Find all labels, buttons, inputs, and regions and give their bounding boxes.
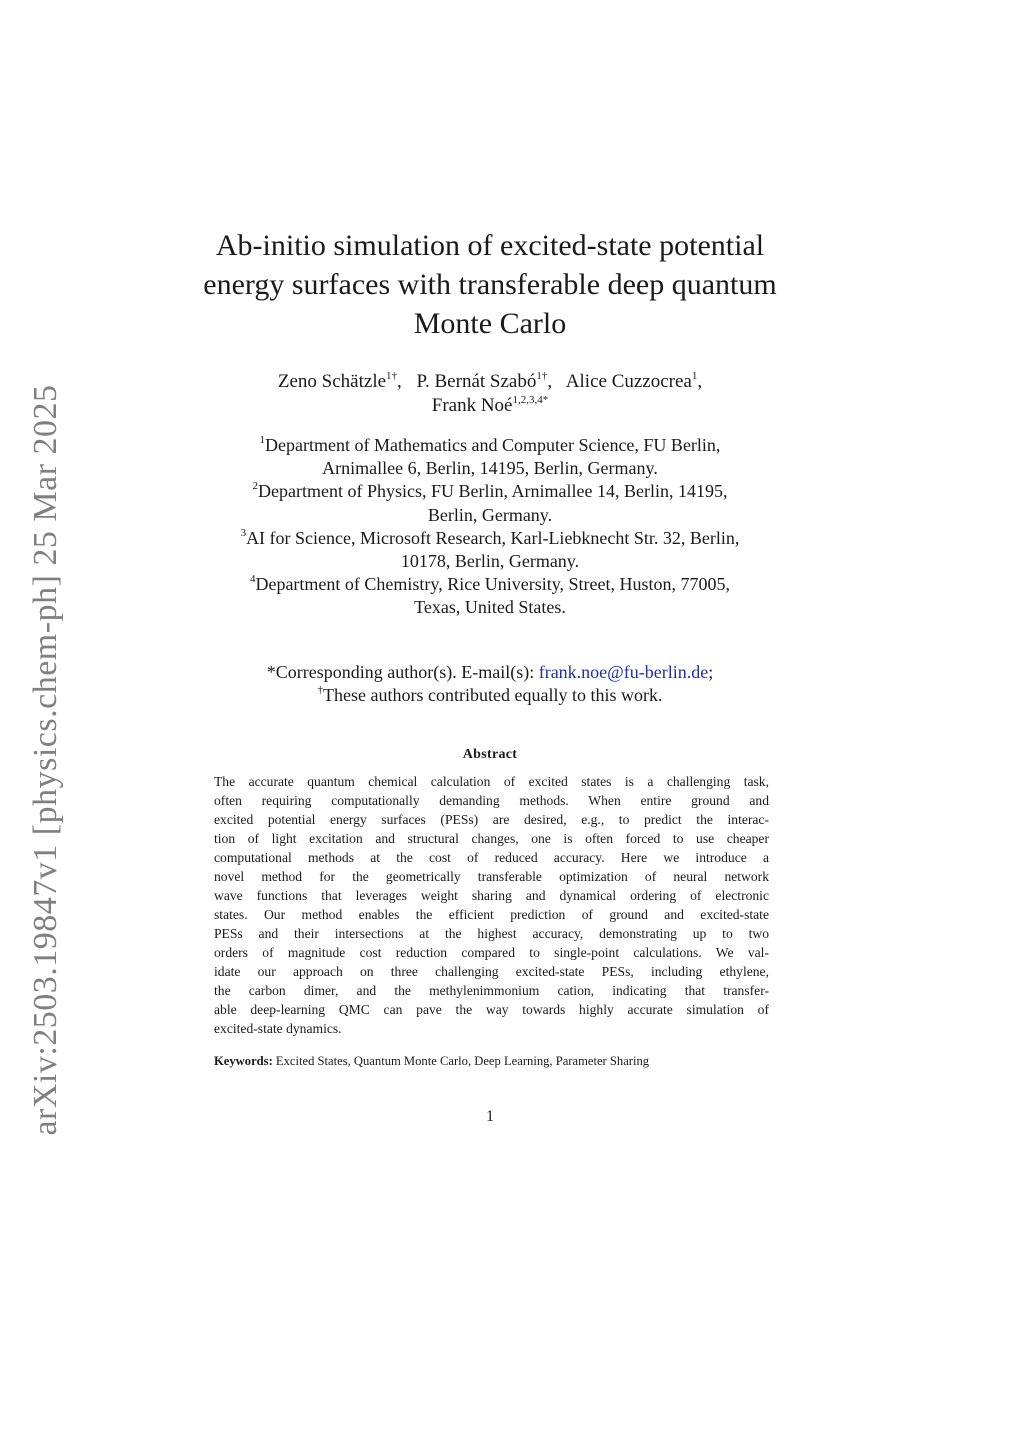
- author: [432, 395, 548, 416]
- affiliation-number: 2: [252, 480, 259, 493]
- author-name: Zeno Schätzle: [277, 371, 387, 392]
- affiliation-text: Texas, United States.: [414, 597, 566, 618]
- affiliation-list: [190, 434, 790, 620]
- abstract-line: excited potential energy surfaces (PESs) are desired, e.g., to predict the interac-: [214, 812, 769, 827]
- abstract-line: the carbon dimer, and the methylenimmonium cation, indicating that transfer-: [214, 983, 769, 998]
- affiliation: [190, 480, 790, 526]
- abstract-line: wave functions that leverages weight sharing and dynamical ordering of electronic: [214, 888, 769, 903]
- author-name: Frank Noé: [431, 395, 513, 416]
- author-name: Alice Cuzzocrea: [565, 371, 692, 392]
- author-affil-marks: 1: [691, 370, 698, 382]
- author-separator: ,: [697, 371, 703, 392]
- correspondence-prefix: *Corresponding author(s). E-mail(s):: [266, 662, 539, 682]
- author-affil-marks: 1†: [386, 370, 398, 382]
- author: [417, 371, 553, 392]
- affiliation-text: 10178, Berlin, Germany.: [400, 551, 580, 572]
- affiliation-text: Arnimallee 6, Berlin, 14195, Berlin, Germany.: [322, 458, 658, 479]
- author-separator: ,: [397, 371, 402, 392]
- abstract-line: idate our approach on three challenging excited-state PESs, including ethylene,: [214, 964, 769, 979]
- correspondence-suffix: ;: [708, 662, 714, 682]
- keywords-label: Keywords:: [214, 1054, 273, 1068]
- page-number: 1: [486, 1108, 494, 1125]
- affiliation-text: Berlin, Germany.: [427, 504, 553, 525]
- abstract-line: often requiring computationally demanding methods. When entire ground and: [214, 793, 769, 808]
- affiliation-number: 1: [259, 434, 266, 446]
- arxiv-identifier-stamp[interactable]: arXiv:2503.19847v1 [physics.chem-ph] 25 Mar 2025: [27, 384, 64, 1136]
- dagger-mark: †: [317, 684, 324, 696]
- equal-contribution-note: These authors contributed equally to this work.: [323, 685, 663, 705]
- correspondence-note: [190, 661, 790, 707]
- paper-title: [190, 226, 790, 343]
- affiliation-text: Department of Mathematics and Computer Science, FU Berlin,: [265, 435, 721, 455]
- abstract-line: PESs and their intersections at the highest accuracy, demonstrating up to two: [214, 926, 769, 941]
- keywords-text: Excited States, Quantum Monte Carlo, Deep Learning, Parameter Sharing: [275, 1054, 650, 1068]
- keywords: [214, 1052, 774, 1070]
- abstract-heading: Abstract: [462, 747, 518, 762]
- affiliation-number: 4: [249, 573, 256, 586]
- abstract-line: The accurate quantum chemical calculation of excited states is a challenging task,: [214, 774, 769, 789]
- author-affil-marks: 1,2,3,4*: [512, 394, 549, 406]
- author-separator: ,: [547, 371, 553, 392]
- abstract-body: [214, 772, 769, 1038]
- abstract-line: orders of magnitude cost reduction compared to single-point calculations. We val-: [214, 945, 769, 960]
- title-line: Monte Carlo: [413, 307, 567, 340]
- author-name: P. Bernát Szabó: [416, 371, 537, 392]
- affiliation-text: Department of Chemistry, Rice University, Street, Huston, 77005,: [255, 574, 731, 595]
- abstract-line: novel method for the geometrically transferable optimization of neural network: [214, 869, 769, 884]
- title-line: energy surfaces with transferable deep quantum: [203, 268, 777, 301]
- abstract-line: excited-state dynamics.: [214, 1021, 342, 1036]
- author: [278, 371, 402, 392]
- affiliation: [190, 527, 790, 573]
- affiliation-text: Department of Physics, FU Berlin, Arnimallee 14, Berlin, 14195,: [258, 481, 728, 502]
- author-affil-marks: 1†: [536, 370, 548, 382]
- affiliation-text: AI for Science, Microsoft Research, Karl-Liebknecht Str. 32, Berlin,: [246, 527, 740, 548]
- corresponding-email-link[interactable]: frank.noe@fu-berlin.de: [538, 662, 709, 682]
- abstract-line: able deep-learning QMC can pave the way towards highly accurate simulation of: [214, 1002, 769, 1017]
- abstract-line: tion of light excitation and structural changes, one is often forced to use cheaper: [214, 831, 769, 846]
- author-list: [190, 370, 790, 418]
- author: [566, 371, 702, 392]
- abstract-line: states. Our method enables the efficient prediction of ground and excited-state: [214, 907, 769, 922]
- author-line: [190, 394, 790, 418]
- affiliation: [190, 573, 790, 619]
- affiliation-number: 3: [240, 526, 247, 539]
- affiliation: [190, 434, 790, 480]
- author-line: [190, 370, 790, 394]
- abstract-line: computational methods at the cost of reduced accuracy. Here we introduce a: [214, 850, 769, 865]
- title-line: Ab-initio simulation of excited-state potential: [215, 229, 765, 262]
